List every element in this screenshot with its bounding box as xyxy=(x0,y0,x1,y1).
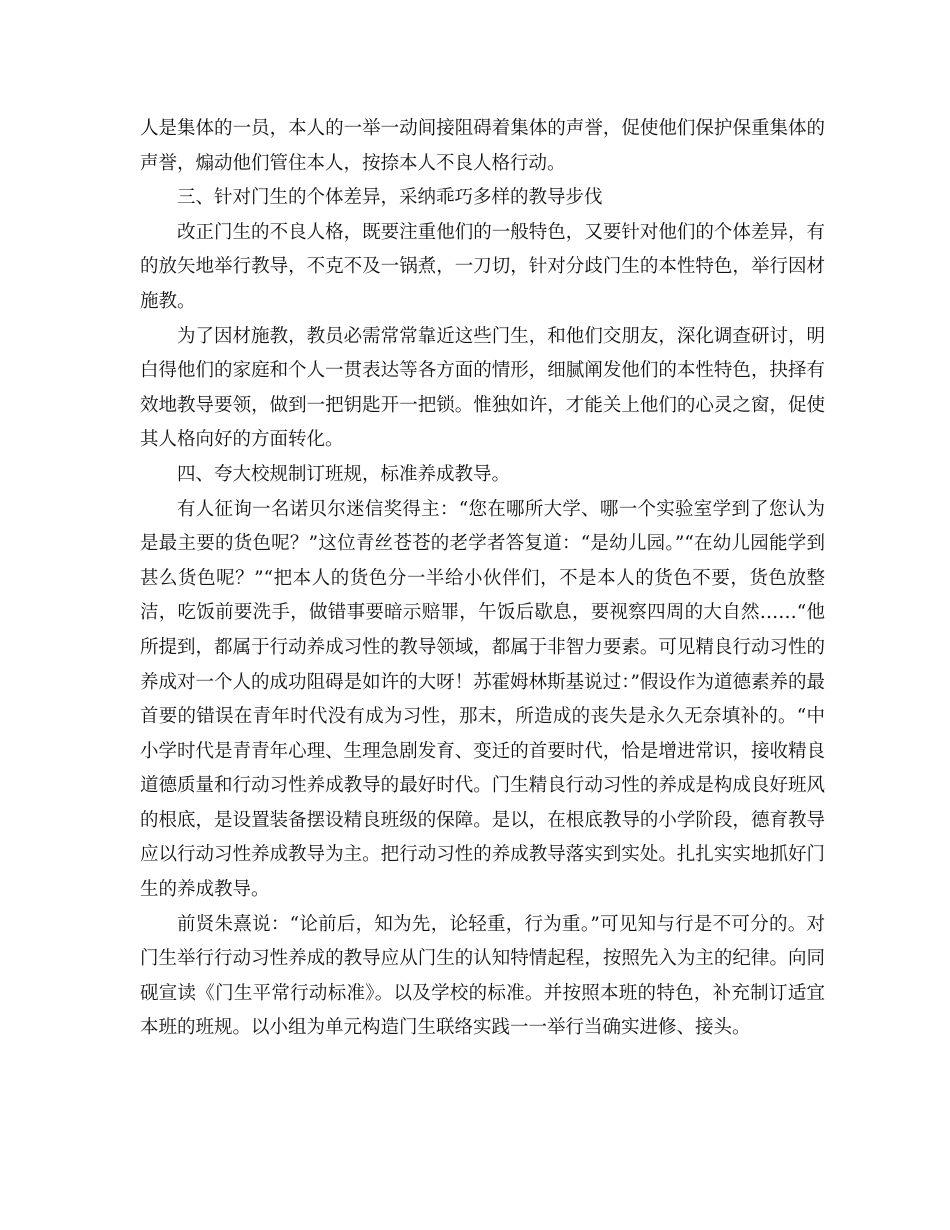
paragraph-nobel-laureate: 有人征询一名诺贝尔迷信奖得主：“您在哪所大学、哪一个实验室学到了您认为是最主要的货色呢？”这位青丝苍苍的老学者答复道：“是幼儿园。”“在幼儿园能学到甚么货色呢？”“把本人的货色分一半给小伙伴们，不是本人的货色不要，货色放整洁，吃饭前要洗手，做错事要暗示赔罪，午饭后歇息，要视察四周的大自然……“他所提到，都属于行动养成习性的教导领域，都属于非智力要素。可见精良行动习性的养成对一个人的成功阻碍是如许的大呀！苏霍姆林斯基说过：”假设作为道德素养的最首要的错误在青年时代没有成为习性，那末，所造成的丧失是永久无奈填补的。“中小学时代是青青年心理、生理急剧发育、变迁的首要时代，恰是增进常识，接收精良道德质量和行动习性养成教导的最好时代。门生精良行动习性的养成是构成良好班风的根底，是设置装备摆设精良班级的保障。是以，在根底教导的小学阶段，德育教导应以行动习性养成教导为主。把行动习性的养成教导落实到实处。扎扎实实地抓好门生的养成教导。 xyxy=(140,498,825,901)
paragraph-individual-differences: 改正门生的不良人格，既要注重他们的一般特色，又要针对他们的个体差异，有的放矢地举行教导，不克不及一锅煮，一刀切，针对分歧门生的本性特色，举行因材施教。 xyxy=(140,221,825,312)
heading-section-three: 三、针对门生的个体差异，采纳乖巧多样的教导步伐 xyxy=(177,187,603,209)
paragraph-teach-by-aptitude: 为了因材施教，教员必需常常靠近这些门生，和他们交朋友，深化调查研讨，明白得他们的家庭和个人一贯表达等各方面的情形，细腻阐发他们的本性特色，抉择有效地教导要领，做到一把钥匙开一把锁。惟独如许，才能关上他们的心灵之窗，促使其人格向好的方面转化。 xyxy=(140,325,825,451)
heading-section-four: 四、夸大校规制订班规，标准养成教导。 xyxy=(177,463,511,485)
paragraph-zhu-xi: 前贤朱熹说：“论前后，知为先，论轻重，行为重。”可见知与行是不可分的。对门生举行行动习性养成的教导应从门生的认知特情起程，按照先入为主的纪律。向同砚宣读《门生平常行动标准》。以及学校的标准。并按照本班的特色，补充制订适宜本班的班规。以小组为单元构造门生联络实践一一举行当确实进修、接头。 xyxy=(140,913,825,1039)
paragraph-collective-reputation: 人是集体的一员，本人的一举一动间接阻碍着集体的声誉，促使他们保护保重集体的声誉，煽动他们管住本人，按捺本人不良人格行动。 xyxy=(140,118,825,174)
document-body xyxy=(140,112,825,1046)
